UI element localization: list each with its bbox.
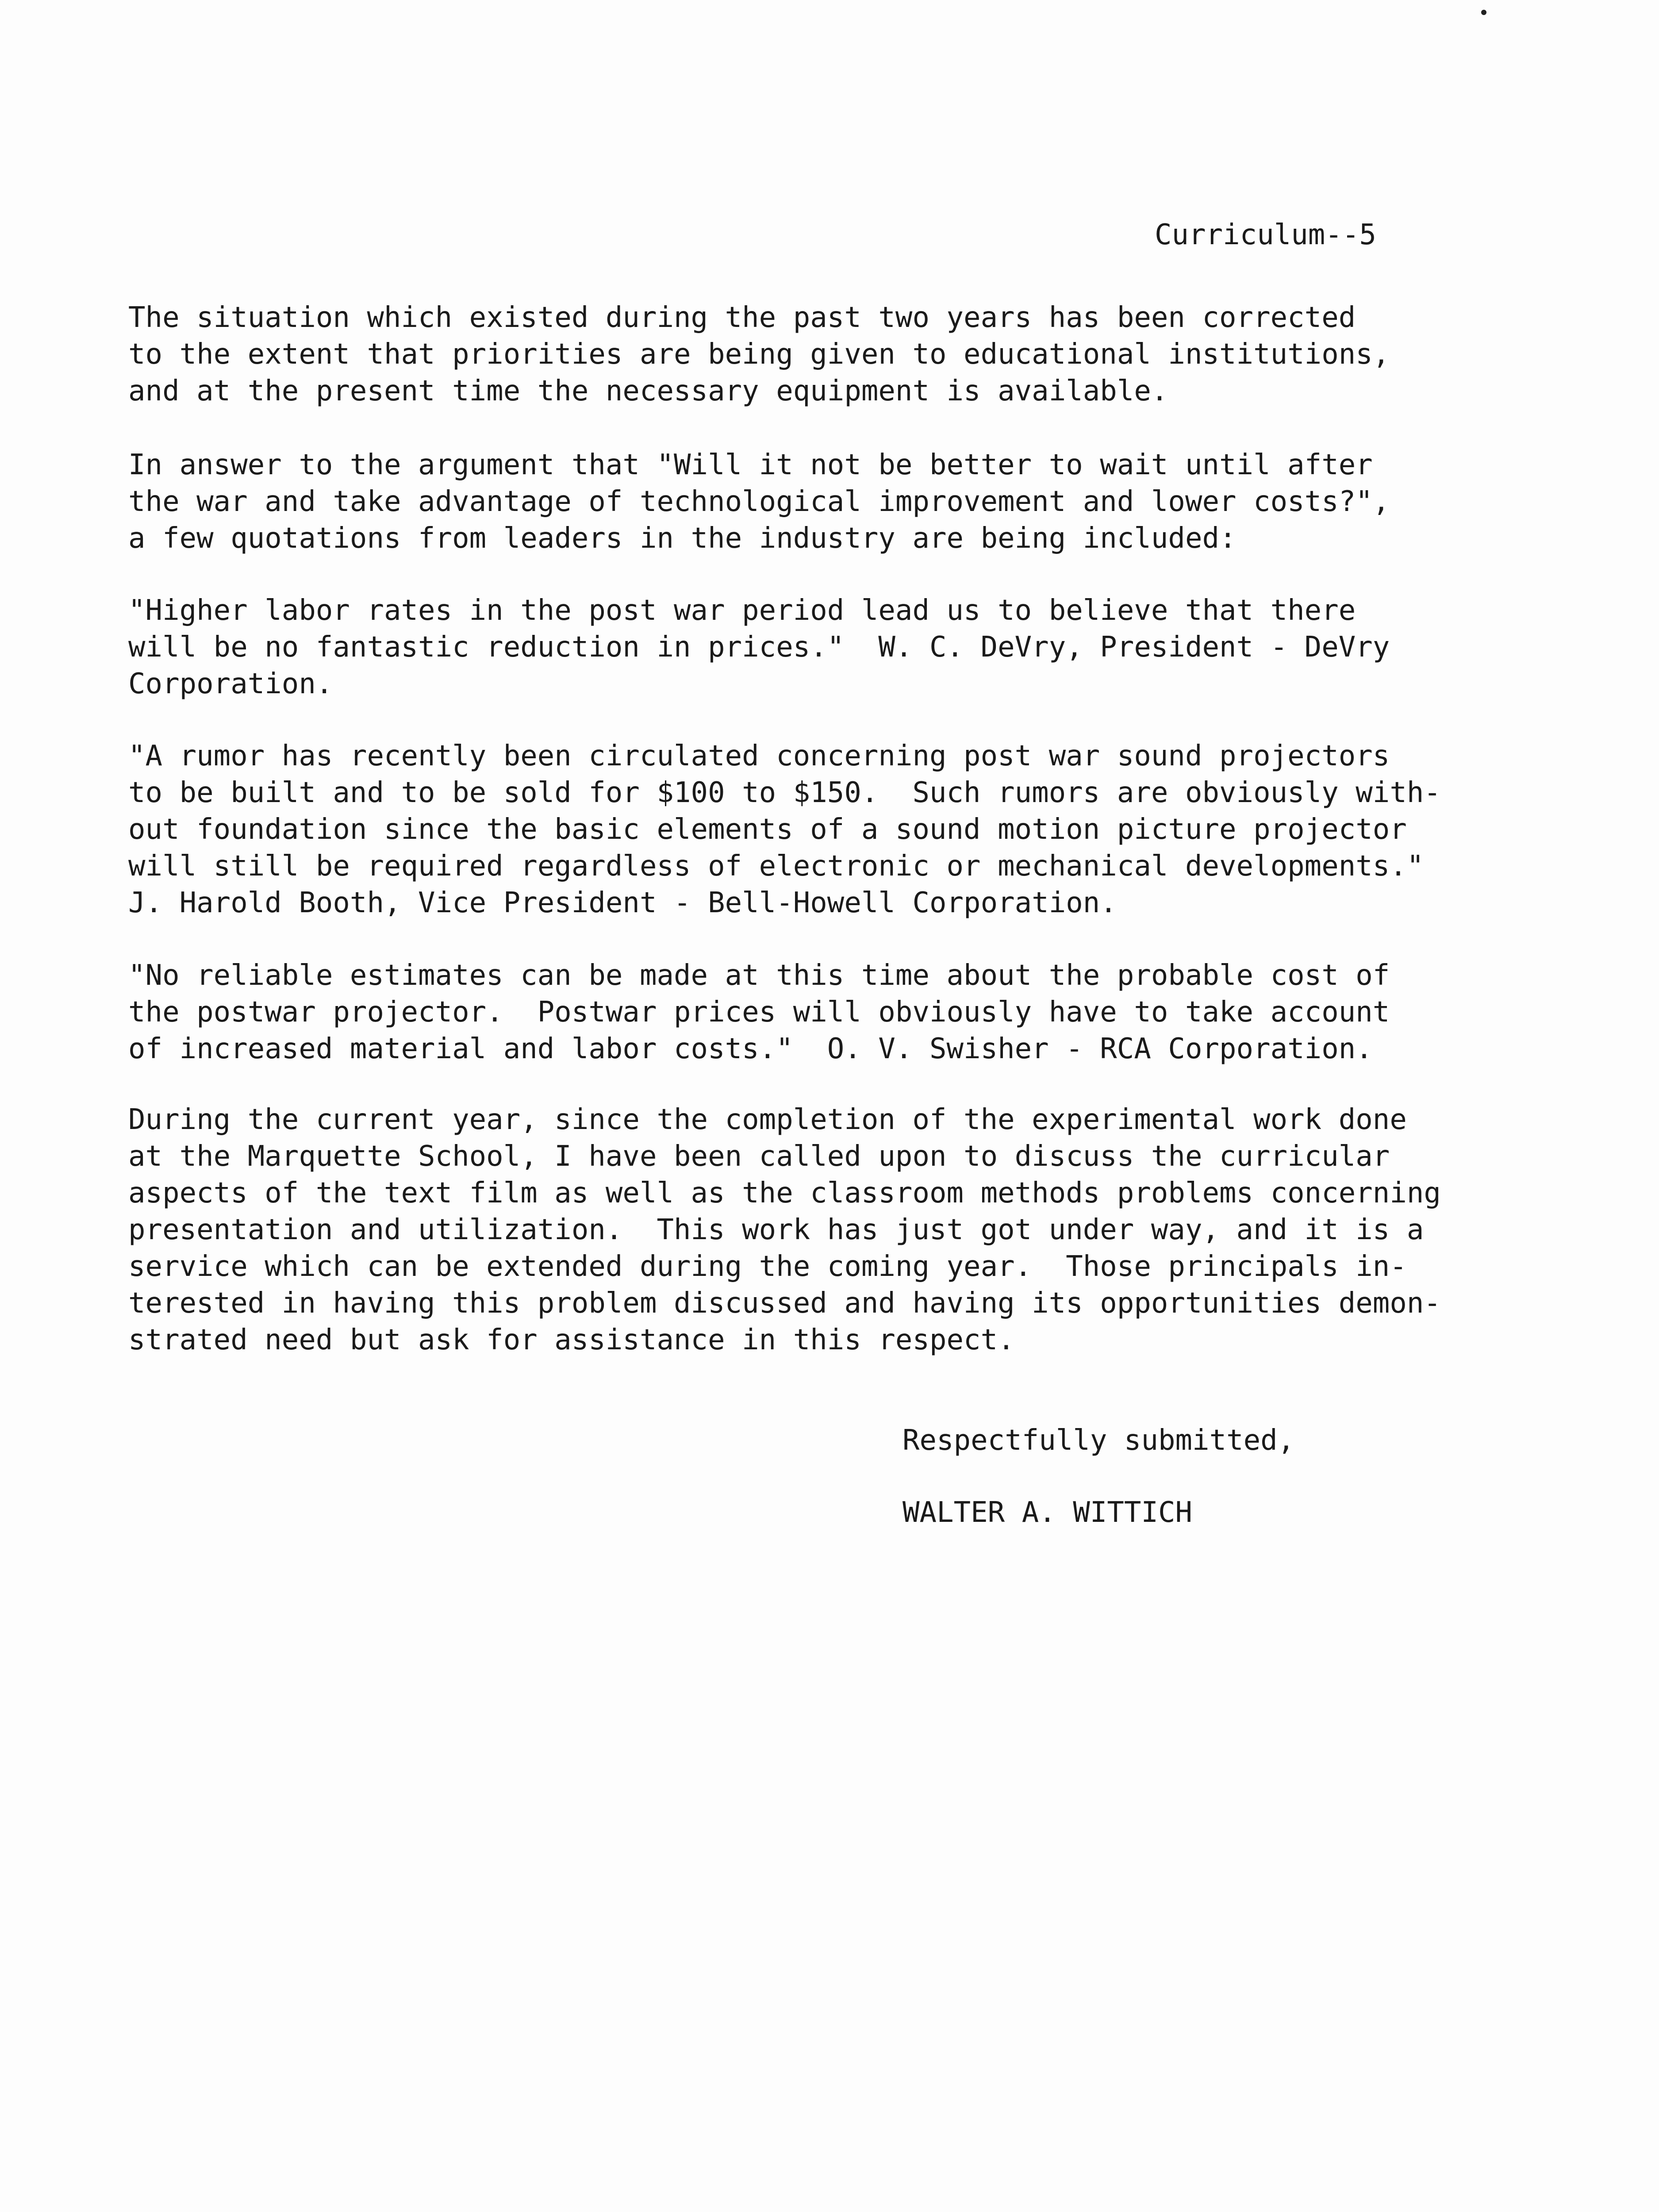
text-line: aspects of the text film as well as the classroom methods problems concerning — [128, 1177, 1441, 1210]
text-line: a few quotations from leaders in the industry are being included: — [128, 522, 1237, 555]
text-line: to the extent that priorities are being given to educational institutions, — [128, 338, 1390, 371]
text-line: of increased material and labor costs." O. V. Swisher - RCA Corporation. — [128, 1033, 1373, 1065]
paragraph-1 — [128, 300, 1522, 410]
valediction: Respectfully submitted, — [902, 1424, 1295, 1457]
quotation-swisher — [128, 957, 1522, 1068]
text-line: at the Marquette School, I have been called upon to discuss the curricular — [128, 1140, 1390, 1173]
text-line: out foundation since the basic elements of a sound motion picture projector — [128, 813, 1407, 846]
text-line: "No reliable estimates can be made at this time about the probable cost of — [128, 959, 1390, 992]
text-line: the postwar projector. Postwar prices will obviously have to take account — [128, 996, 1390, 1029]
text-line: Corporation. — [128, 668, 333, 700]
page-reference: Curriculum--5 — [1155, 219, 1376, 251]
text-line: the war and take advantage of technological improvement and lower costs?", — [128, 485, 1390, 518]
text-line: to be built and to be sold for $100 to $150. Such rumors are obviously with- — [128, 776, 1441, 809]
ink-speck — [1481, 10, 1486, 15]
text-line: "Higher labor rates in the post war period lead us to believe that there — [128, 594, 1356, 627]
text-line: terested in having this problem discussed and having its opportunities demon- — [128, 1287, 1441, 1320]
text-line: presentation and utilization. This work has just got under way, and it is a — [128, 1214, 1424, 1246]
text-line: will be no fantastic reduction in prices." W. C. DeVry, President - DeVry — [128, 631, 1390, 664]
quotation-booth — [128, 738, 1522, 922]
text-line: and at the present time the necessary equipment is available. — [128, 375, 1168, 407]
text-line: strated need but ask for assistance in this respect. — [128, 1324, 1015, 1356]
paragraph-current-year — [128, 1102, 1522, 1359]
text-line: "A rumor has recently been circulated concerning post war sound projectors — [128, 740, 1390, 772]
signature-name: WALTER A. WITTICH — [902, 1496, 1193, 1529]
text-line: J. Harold Booth, Vice President - Bell-Howell Corporation. — [128, 887, 1117, 919]
text-line: service which can be extended during the coming year. Those principals in- — [128, 1250, 1407, 1283]
text-line: In answer to the argument that "Will it not be better to wait until after — [128, 449, 1373, 481]
text-line: During the current year, since the completion of the experimental work done — [128, 1103, 1407, 1136]
text-line: will still be required regardless of electronic or mechanical developments." — [128, 850, 1424, 883]
text-line: The situation which existed during the past two years has been corrected — [128, 301, 1356, 334]
quotation-devry — [128, 592, 1522, 703]
paragraph-2 — [128, 447, 1522, 557]
